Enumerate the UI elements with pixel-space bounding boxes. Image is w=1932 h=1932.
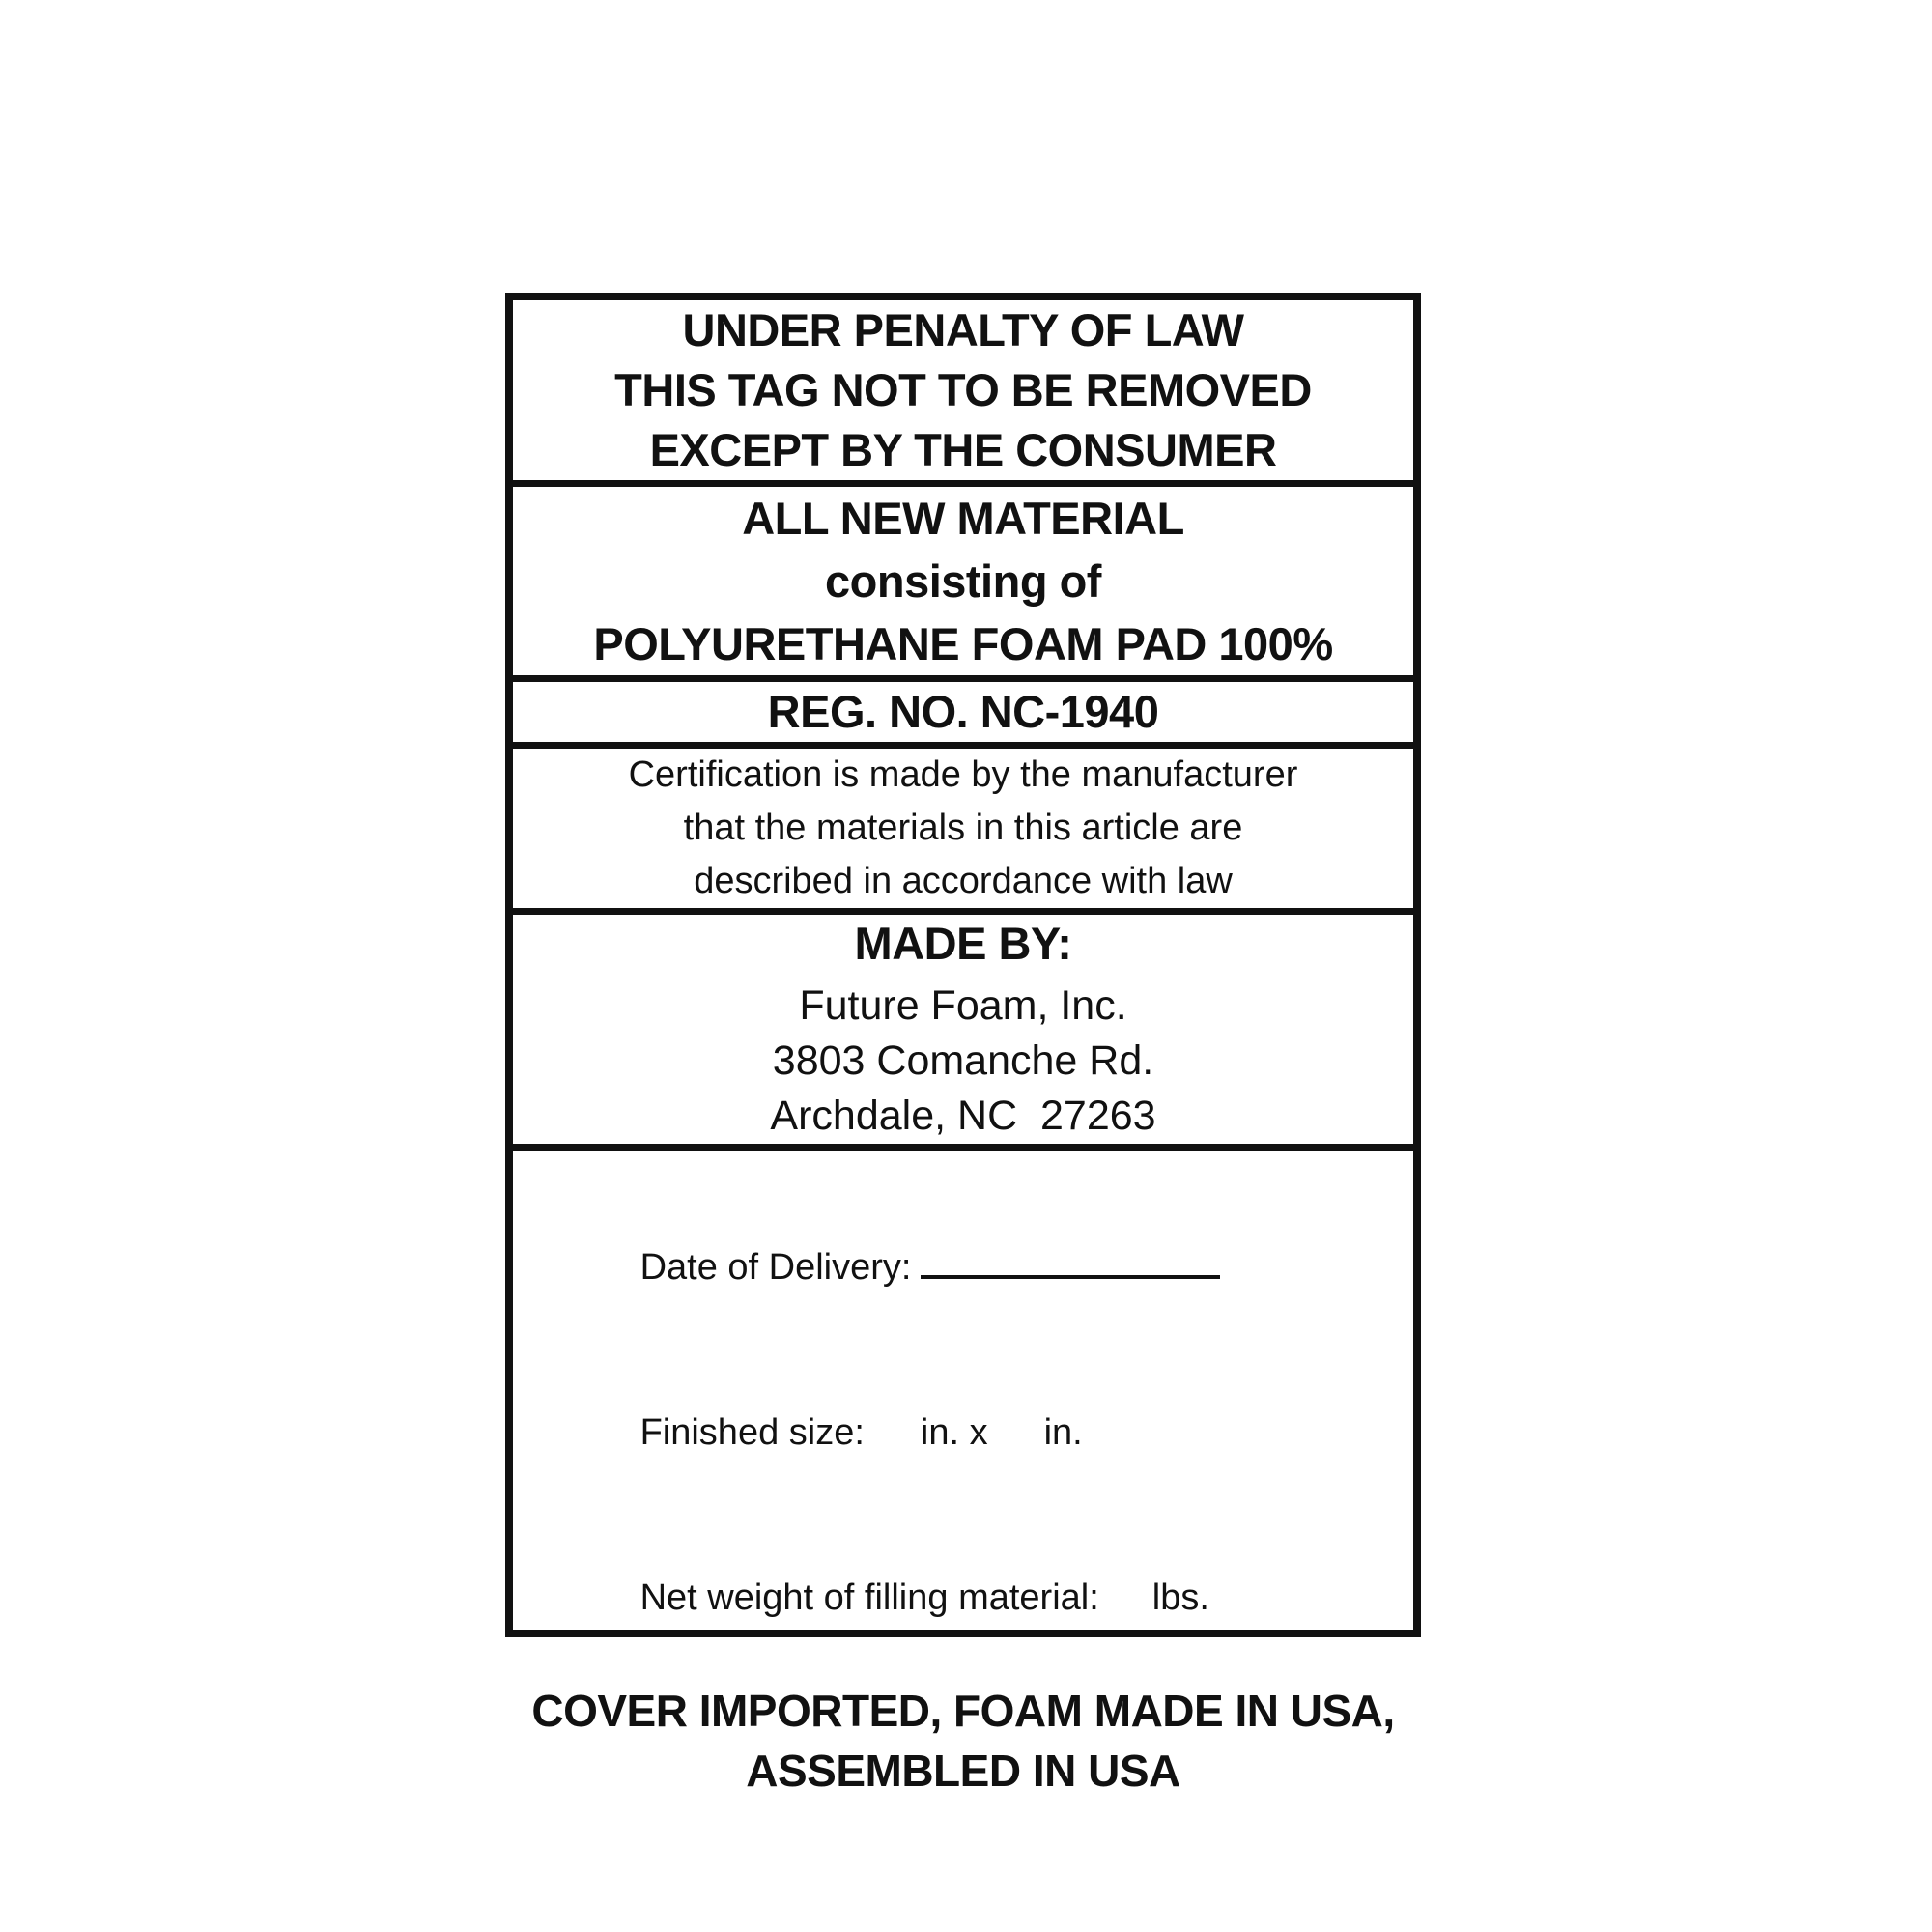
section-delivery-details	[513, 1151, 1413, 1816]
law-label	[505, 293, 1421, 1796]
certification-line: described in accordance with law	[694, 861, 1233, 901]
made-by-heading: MADE BY:	[854, 918, 1072, 969]
section-manufacturer	[513, 915, 1413, 1151]
delivery-details-block	[513, 1151, 1413, 1681]
material-line: POLYURETHANE FOAM PAD 100%	[593, 618, 1333, 669]
date-of-delivery-label: Date of Delivery:	[639, 1247, 912, 1288]
finished-size-label: Finished size:	[639, 1412, 865, 1453]
certification-line: that the materials in this article are	[683, 808, 1243, 848]
net-weight-label: Net weight of filling material:	[639, 1577, 1099, 1618]
finished-size-unit-inches-length: in.	[1043, 1412, 1083, 1453]
finished-size-unit-inches-width: in. x	[920, 1412, 988, 1453]
origin-line: ASSEMBLED IN USA	[746, 1746, 1180, 1796]
manufacturer-name: Future Foam, Inc.	[799, 982, 1127, 1029]
section-material-contents	[513, 487, 1413, 682]
registration-number: REG. NO. NC-1940	[767, 686, 1159, 737]
section-registration-number	[513, 682, 1413, 749]
certification-line: Certification is made by the manufacturer	[628, 754, 1298, 795]
penalty-warning-line: THIS TAG NOT TO BE REMOVED	[614, 364, 1312, 415]
manufacturer-city-state-zip: Archdale, NC 27263	[770, 1093, 1156, 1139]
material-line: ALL NEW MATERIAL	[742, 493, 1184, 544]
net-weight-unit: lbs.	[1151, 1577, 1209, 1618]
section-certification-statement	[513, 749, 1413, 915]
date-of-delivery-line	[538, 1185, 1413, 1350]
date-of-delivery-blank-line	[921, 1246, 1220, 1279]
material-line: consisting of	[825, 555, 1101, 607]
section-penalty-warning	[513, 300, 1413, 487]
penalty-warning-line: EXCEPT BY THE CONSUMER	[649, 424, 1277, 475]
origin-statement-block	[513, 1681, 1413, 1816]
penalty-warning-line: UNDER PENALTY OF LAW	[682, 304, 1244, 355]
net-weight-line	[538, 1516, 1413, 1681]
finished-size-line	[538, 1350, 1413, 1516]
origin-line: COVER IMPORTED, FOAM MADE IN USA,	[531, 1686, 1395, 1736]
manufacturer-street: 3803 Comanche Rd.	[772, 1037, 1154, 1084]
